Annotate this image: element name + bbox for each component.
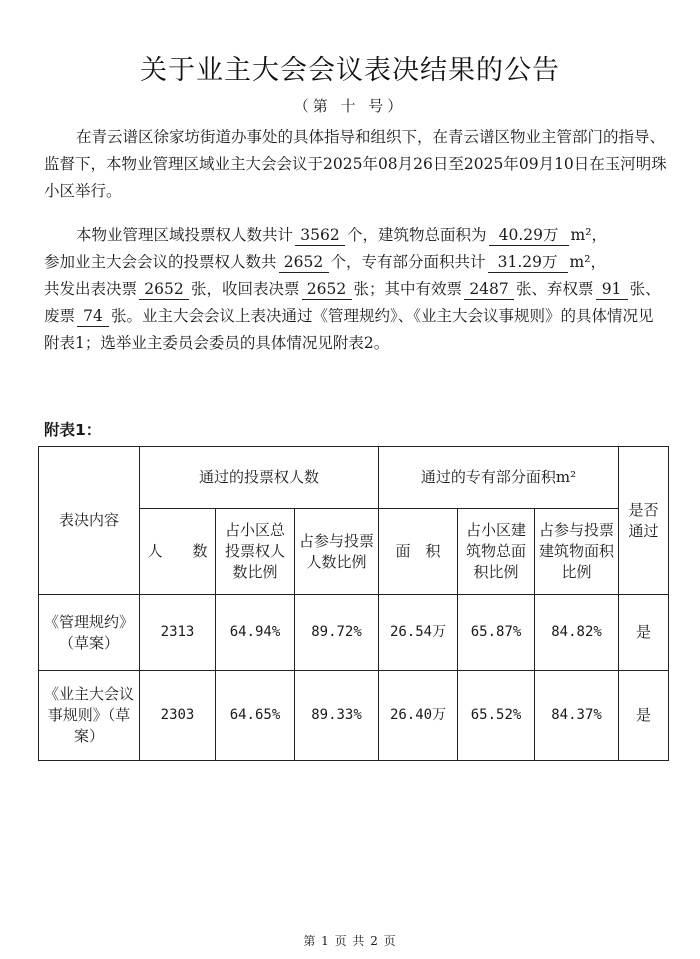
row-passed: 是 — [619, 595, 669, 671]
header-passed: 是否通过 — [619, 447, 669, 595]
row-count: 2303 — [140, 671, 216, 761]
appendix-1-label: 附表1： — [44, 421, 102, 439]
valid-ballots-value: 2487 — [464, 279, 514, 300]
participants-value: 2652 — [279, 252, 329, 273]
paragraph-meeting-text: 在青云谱区徐家坊街道办事处的具体指导和组织下，在青云谱区物业主管部门的指导、监督下，本物业管理区域业主大会会议于2025年08月26日至2025年09月10日在玉河明珠小区举行。 — [44, 128, 667, 200]
row-area-pct-part: 84.82% — [535, 595, 619, 671]
header-passed-area: 通过的专有部分面积m² — [379, 447, 619, 509]
header-vote-item: 表决内容 — [39, 447, 140, 595]
row-area-pct-total: 65.87% — [458, 595, 535, 671]
row-count-pct-total: 64.65% — [216, 671, 295, 761]
table-row — [39, 595, 669, 671]
row-area: 26.40万 — [379, 671, 458, 761]
total-area-value: 40.29万 — [489, 225, 569, 246]
row-item: 《业主大会议事规则》（草案） — [39, 671, 140, 761]
invalid-ballots-value: 74 — [77, 306, 109, 327]
subheader-count-pct-part: 占参与投票人数比例 — [295, 509, 379, 595]
row-passed: 是 — [619, 671, 669, 761]
table-header-row — [39, 447, 669, 509]
ballots-returned-value: 2652 — [302, 279, 352, 300]
paragraph-vote-stats: 本物业管理区域投票权人数共计 3562 个，建筑物总面积为 40.29万 m²， 参加业主大会会议的投票权人数共 2652 个，专有部分面积共计 31.29万 m²， 共发出表决票 2652 张，收回表决票 2652 张；其中有效票 2487 张、弃权票 91 张、废票 74 张。业主大会会议上表决通过《管理规约》、《业主大会议事规则》的具体情况见附表1；选举业主委员会委员的具体情况见附表2。 — [44, 226, 661, 352]
header-passed-voters: 通过的投票权人数 — [140, 447, 379, 509]
row-count-pct-total: 64.94% — [216, 595, 295, 671]
subheader-count: 人 数 — [140, 509, 216, 595]
subheader-area-pct-total: 占小区建筑物总面积比例 — [458, 509, 535, 595]
abstain-ballots-value: 91 — [596, 279, 628, 300]
row-area-pct-total: 65.52% — [458, 671, 535, 761]
row-count: 2313 — [140, 595, 216, 671]
document-title: 关于业主大会会议表决结果的公告 — [140, 55, 560, 86]
row-area-pct-part: 84.37% — [535, 671, 619, 761]
subheader-count-pct-total: 占小区总投票权人数比例 — [216, 509, 295, 595]
table-row — [39, 671, 669, 761]
row-count-pct-part: 89.72% — [295, 595, 379, 671]
subheader-area-pct-part: 占参与投票建筑物面积比例 — [535, 509, 619, 595]
paragraph-meeting-info — [44, 124, 668, 205]
vote-result-table — [38, 446, 669, 761]
ballots-issued-value: 2652 — [139, 279, 189, 300]
row-item: 《管理规约》（草案） — [39, 595, 140, 671]
total-voters-value: 3562 — [295, 225, 345, 246]
document-number: （第 十 号） — [293, 97, 407, 115]
row-count-pct-part: 89.33% — [295, 671, 379, 761]
participant-area-value: 31.29万 — [488, 252, 568, 273]
page-footer: 第 1 页 共 2 页 — [303, 934, 397, 948]
subheader-area: 面 积 — [379, 509, 458, 595]
row-area: 26.54万 — [379, 595, 458, 671]
